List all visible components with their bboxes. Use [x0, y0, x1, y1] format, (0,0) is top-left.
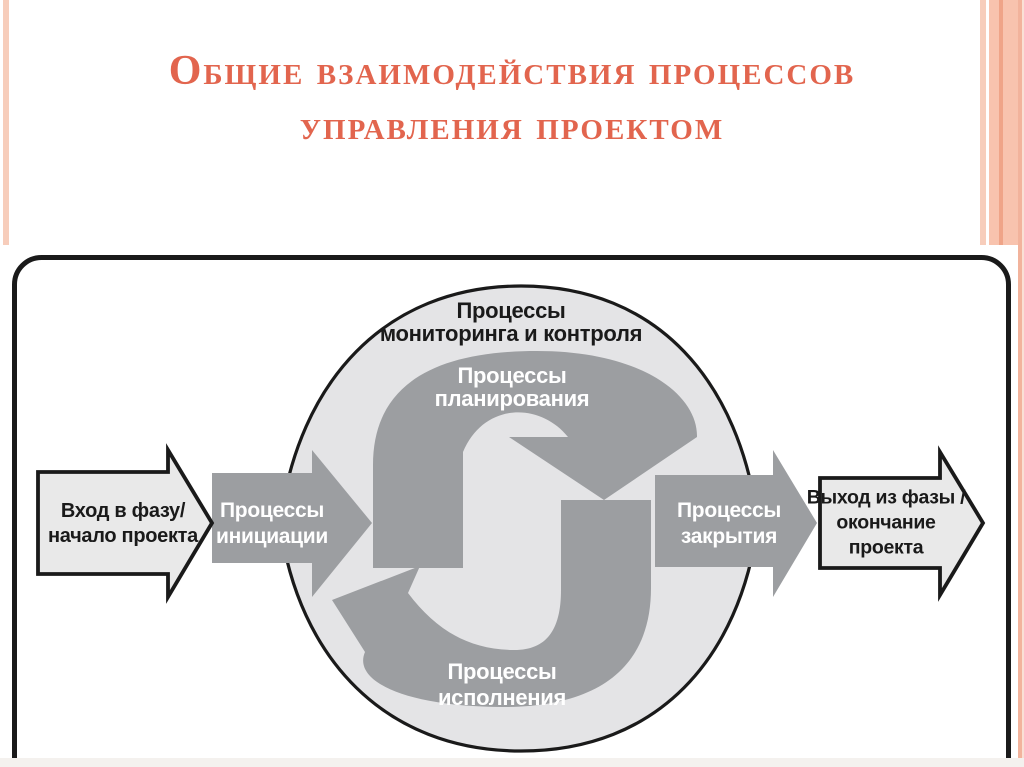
slide-title-line2: управления проектом	[299, 103, 725, 149]
label-monitoring	[380, 299, 642, 345]
label-monitoring-line2: мониторинга и контроля	[379, 321, 643, 346]
label-initiation-line1: Процессы	[220, 499, 324, 522]
label-execution-line1: Процессы	[447, 659, 557, 684]
label-closing	[677, 498, 781, 550]
slide-title-line1: Общие взаимодействия процессов	[168, 48, 856, 94]
label-phase-output-line1: Выход из фазы /	[806, 486, 966, 509]
label-execution-line2: исполнения	[437, 685, 567, 710]
label-planning-line2: планирования	[434, 386, 590, 411]
label-planning-line1: Процессы	[457, 363, 567, 388]
label-execution	[438, 659, 566, 711]
label-phase-input	[48, 499, 198, 549]
label-closing-line2: закрытия	[680, 525, 778, 548]
label-monitoring-line1: Процессы	[456, 298, 566, 323]
label-planning	[435, 364, 590, 410]
bottom-strip	[0, 758, 1024, 767]
label-phase-output-line3: проекта	[848, 536, 924, 559]
label-phase-input-line2: начало проекта	[47, 525, 199, 547]
label-closing-line1: Процессы	[677, 499, 781, 522]
label-initiation	[216, 498, 328, 550]
label-phase-output	[807, 486, 965, 561]
label-initiation-line2: инициации	[215, 525, 329, 548]
label-phase-input-line1: Вход в фазу/	[60, 500, 186, 522]
label-phase-output-line2: окончание	[836, 511, 936, 534]
